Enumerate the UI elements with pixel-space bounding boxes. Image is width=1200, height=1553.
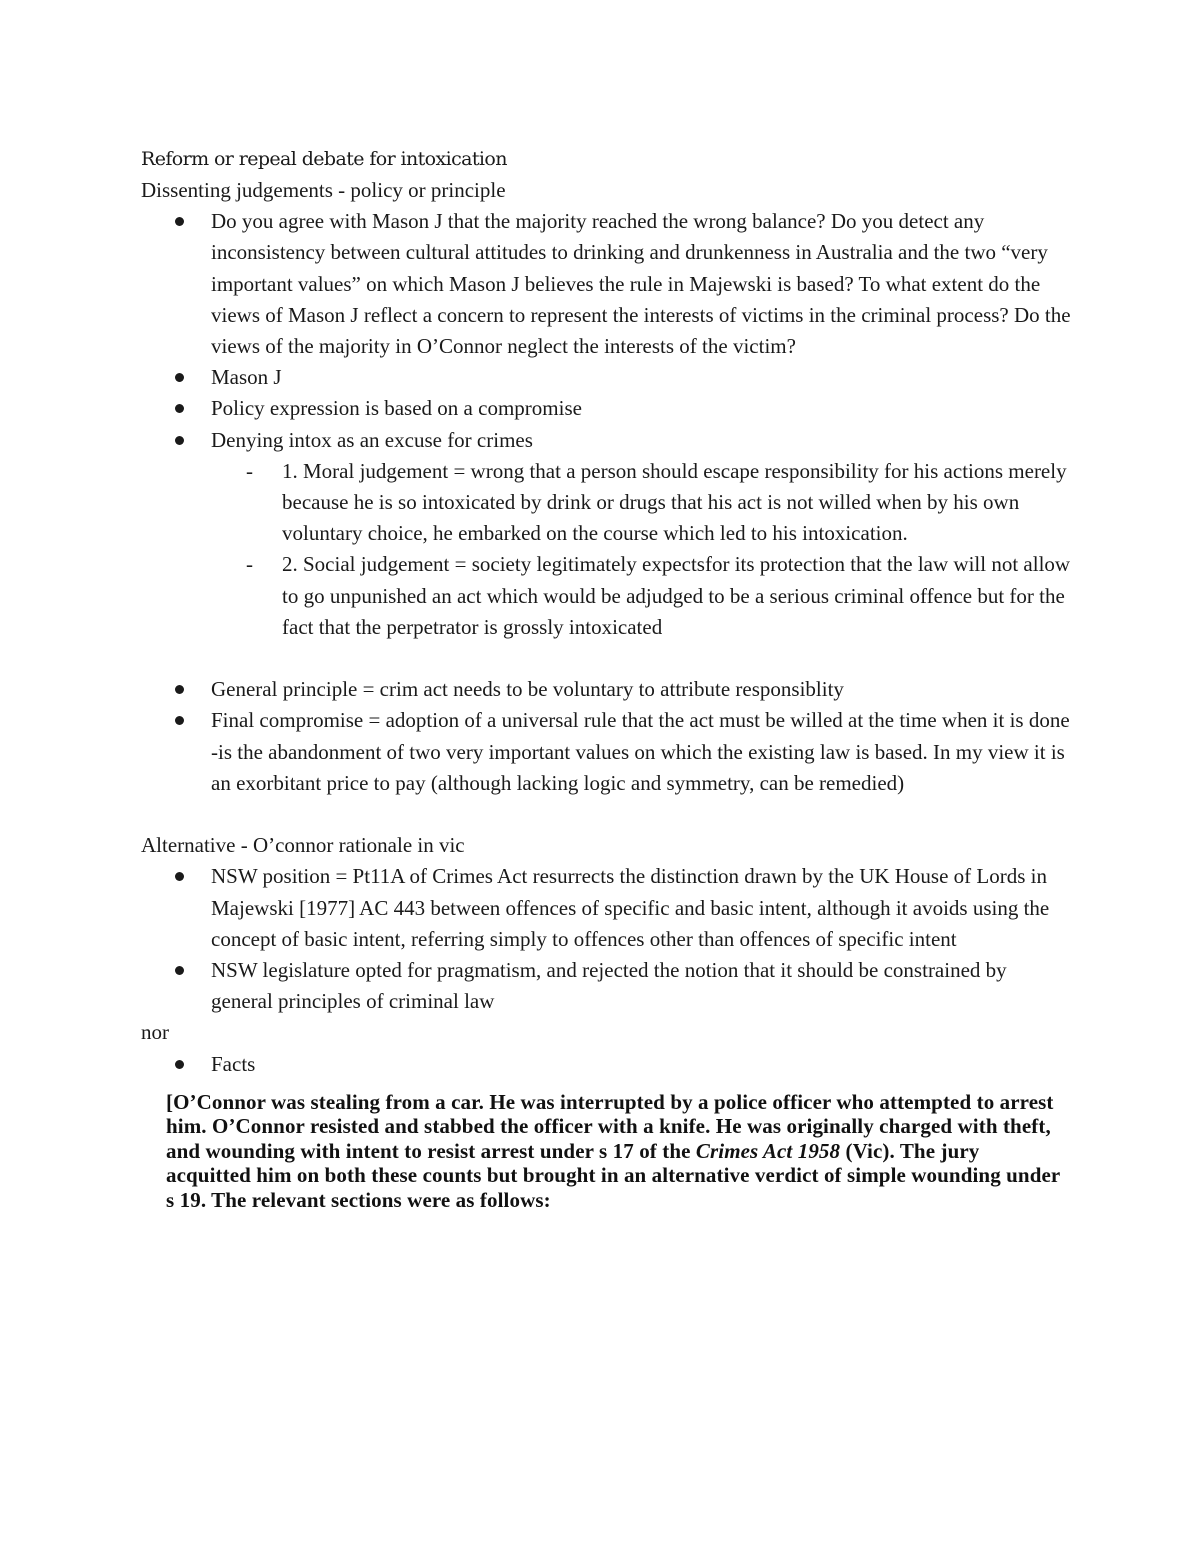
bullet-list [141,861,1071,1017]
dash-icon: - [246,552,253,577]
bullet-icon [175,716,184,725]
bullet-icon [175,373,184,382]
bullet-icon [175,217,184,226]
act-title: Crimes Act 1958 [695,1138,841,1163]
list-item: NSW legislature opted for pragmatism, and rejected the notion that it should be constrained by general principles of criminal law [211,955,1071,1017]
list-item: Facts [211,1049,1071,1080]
list-item: NSW position = Pt11A of Crimes Act resurrects the distinction drawn by the UK House of Lords in Majewski [1977] AC 443 between offences of specific and basic intent, although it avoids using the concept of basic intent, referring simply to offences other than offences of specific intent [211,861,1071,955]
document-title: Reform or repeal debate for intoxication [141,148,507,170]
list-item: Mason J [211,362,1071,393]
bullet-icon [175,872,184,881]
list-item: Policy expression is based on a compromise [211,393,1071,424]
section-heading-dissenting: Dissenting judgements - policy or principle [141,178,506,202]
sub-list [211,456,1071,643]
sub-list-item: - 1. Moral judgement = wrong that a person should escape responsibility for his actions merely because he is so intoxicated by drink or drugs that his act is not willed when by his own voluntary choice, he embarked on the course which led to his intoxication. [282,456,1071,550]
bullet-icon [175,685,184,694]
list-item: Denying intox as an excuse for crimes - 1. Moral judgement = wrong that a person should escape responsibility for his actions merely because he is so intoxicated by drink or drugs that his act is not willed when by his own voluntary choice, he embarked on the course which led to his intoxication. - 2. Social judgement = society legitimately expectsfor its protection that the law will not allow to go unpunished an act which would be adjudged to be a serious criminal offence but for the fact that the perpetrator is grossly intoxicated [211,425,1071,675]
document-page [141,143,1071,1212]
section-heading-alternative: Alternative - O’connor rationale in vic [141,833,465,858]
bullet-list [141,1049,1071,1080]
bullet-icon [175,966,184,975]
dash-icon: - [246,458,253,483]
list-item: General principle = crim act needs to be voluntary to attribute responsiblity [211,674,1071,705]
bullet-icon [175,436,184,445]
list-item: Do you agree with Mason J that the majority reached the wrong balance? Do you detect any inconsistency between cultural attitudes to drinking and drunkenness in Australia and the two “very important values” on which Mason J believes the rule in Majewski is based? To what extent do the views of Mason J reflect a concern to represent the interests of victims in the criminal process? Do the views of the majority in O’Connor neglect the interests of the victim? [211,206,1071,362]
case-facts-quote: [O’Connor was stealing from a car. He was interrupted by a police officer who attempted to arrest him. O’Connor resisted and stabbed the officer with a knife. He was originally charged with theft, and wounding with intent to resist arrest under s 17 of the Crimes Act 1958 (Vic). The jury acquitted him on both these counts but brought in an alternative verdict of simple wounding under s 19. The relevant sections were as follows: [166,1089,1060,1212]
list-item: Final compromise = adoption of a universal rule that the act must be willed at the time when it is done -is the abandonment of two very important values on which the existing law is based. In my view it is an exorbitant price to pay (although lacking logic and symmetry, can be remedied) [211,705,1071,799]
bullet-list [141,206,1071,799]
bullet-icon [175,404,184,413]
section-heading-nor: nor [141,1020,169,1045]
sub-list-item: - 2. Social judgement = society legitimately expectsfor its protection that the law will not allow to go unpunished an act which would be adjudged to be a serious criminal offence but for the fact that the perpetrator is grossly intoxicated [282,549,1071,643]
bullet-icon [175,1060,184,1069]
